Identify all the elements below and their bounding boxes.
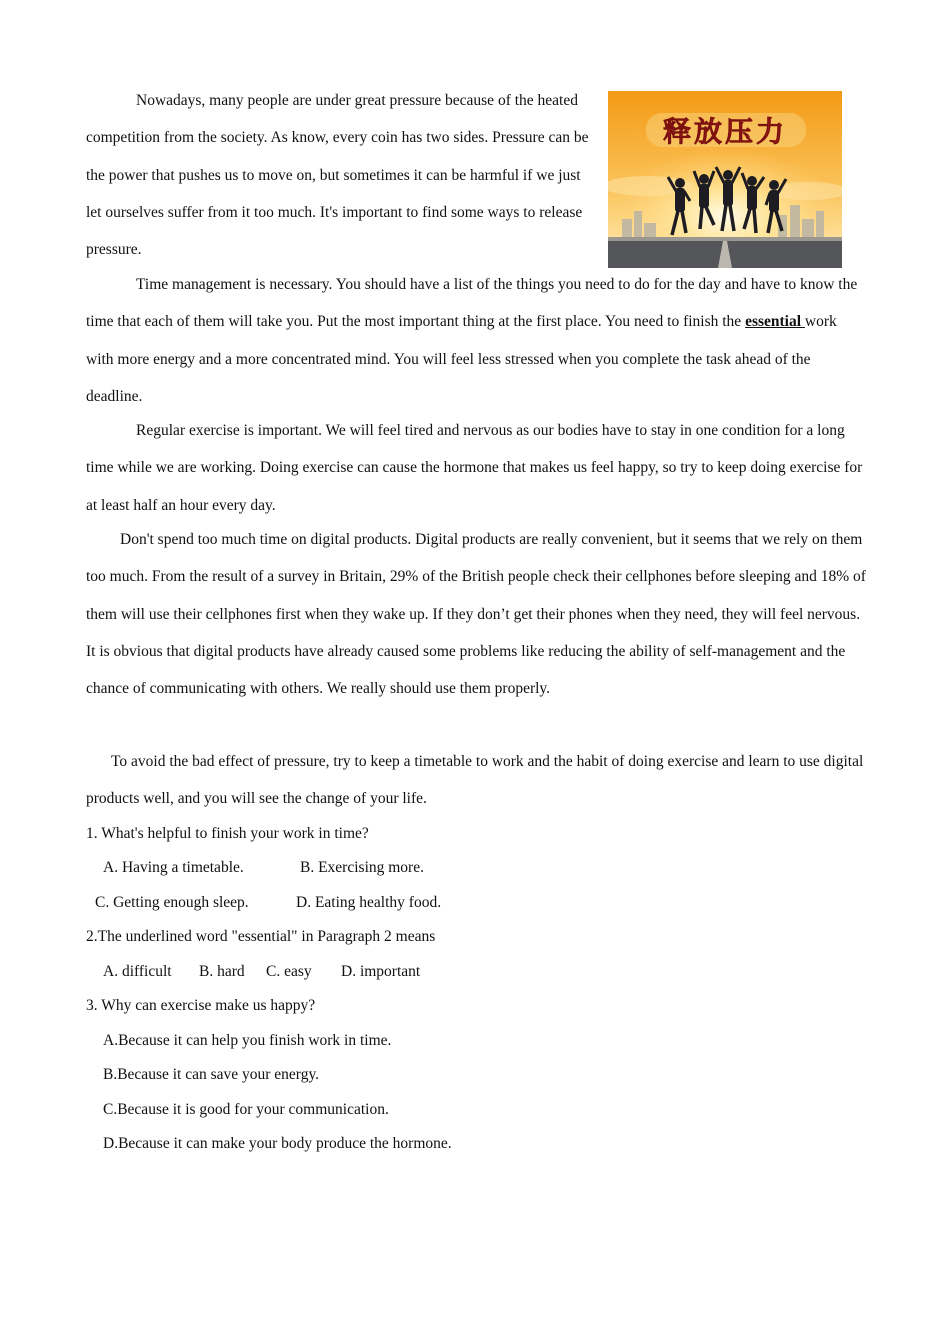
question-1-stem: 1. What's helpful to finish your work in time? <box>86 825 369 842</box>
release-pressure-image <box>608 91 842 268</box>
paragraph-2-end: work with more energy and a more concentrated mind. You will feel less stressed when you complete the task ahead of the deadline. <box>86 313 837 405</box>
question-2-option-d: D. important <box>341 963 421 980</box>
paragraph-3: Regular exercise is important. We will feel tired and nervous as our bodies have to stay in one condition for a long time while we are working. Doing exercise can cause the hormone that makes us feel happy, so try to keep doing exercise for at least half an hour every day. <box>86 422 863 514</box>
caption-chars: 释放压力 <box>662 115 788 148</box>
paragraph-5: To avoid the bad effect of pressure, try to keep a timetable to work and the habit of doing exercise and learn to use digital products well, and you will see the change of your life. <box>86 753 864 808</box>
illustration <box>608 91 842 268</box>
question-2-option-a: A. difficult <box>103 963 172 980</box>
question-1-option-c: C. Getting enough sleep. <box>95 894 249 911</box>
question-3-option-a: A.Because it can help you finish work in time. <box>103 1032 392 1049</box>
paragraph-1: Nowadays, many people are under great pressure because of the heated competition from the society. As know, every coin has two sides. Pressure can be the power that pushes us to move on, but sometimes it can be harmful if we just let ourselves suffer from it too much. It's important to find some ways to release pressure. <box>86 92 589 259</box>
question-1-option-b: B. Exercising more. <box>300 859 424 876</box>
question-1-option-a: A. Having a timetable. <box>103 859 244 876</box>
question-3-stem: 3. Why can exercise make us happy? <box>86 997 316 1014</box>
question-2-option-b: B. hard <box>199 963 245 980</box>
question-3-option-c: C.Because it is good for your communication. <box>103 1101 389 1118</box>
underlined-word-essential: essential <box>745 313 805 331</box>
paragraph-4: Don't spend too much time on digital products. Digital products are really convenient, but it seems that we rely on them too much. From the result of a survey in Britain, 29% of the British people check their cellphones before sleeping and 18% of them will use their cellphones first when they wake up. If they don’t get their phones when they need, they will feel nervous. It is obvious that digital products have already caused some problems like reducing the ability of self-management and the chance of communicating with others. We really should use them properly. <box>86 531 866 698</box>
paragraph-2-start: Time management is necessary. You should have a list of the things you need to do for the day and have to know the time that each of them will take you. Put the most important thing at the first place. You need to finish the <box>86 276 858 331</box>
question-3-option-b: B.Because it can save your energy. <box>103 1066 320 1083</box>
question-3-option-d: D.Because it can make your body produce the hormone. <box>103 1135 452 1152</box>
question-1-option-d: D. Eating healthy food. <box>296 894 442 911</box>
question-2-option-c: C. easy <box>266 963 312 980</box>
paragraph-2 <box>86 266 866 415</box>
question-2-stem: 2.The underlined word "essential" in Paragraph 2 means <box>86 928 436 945</box>
